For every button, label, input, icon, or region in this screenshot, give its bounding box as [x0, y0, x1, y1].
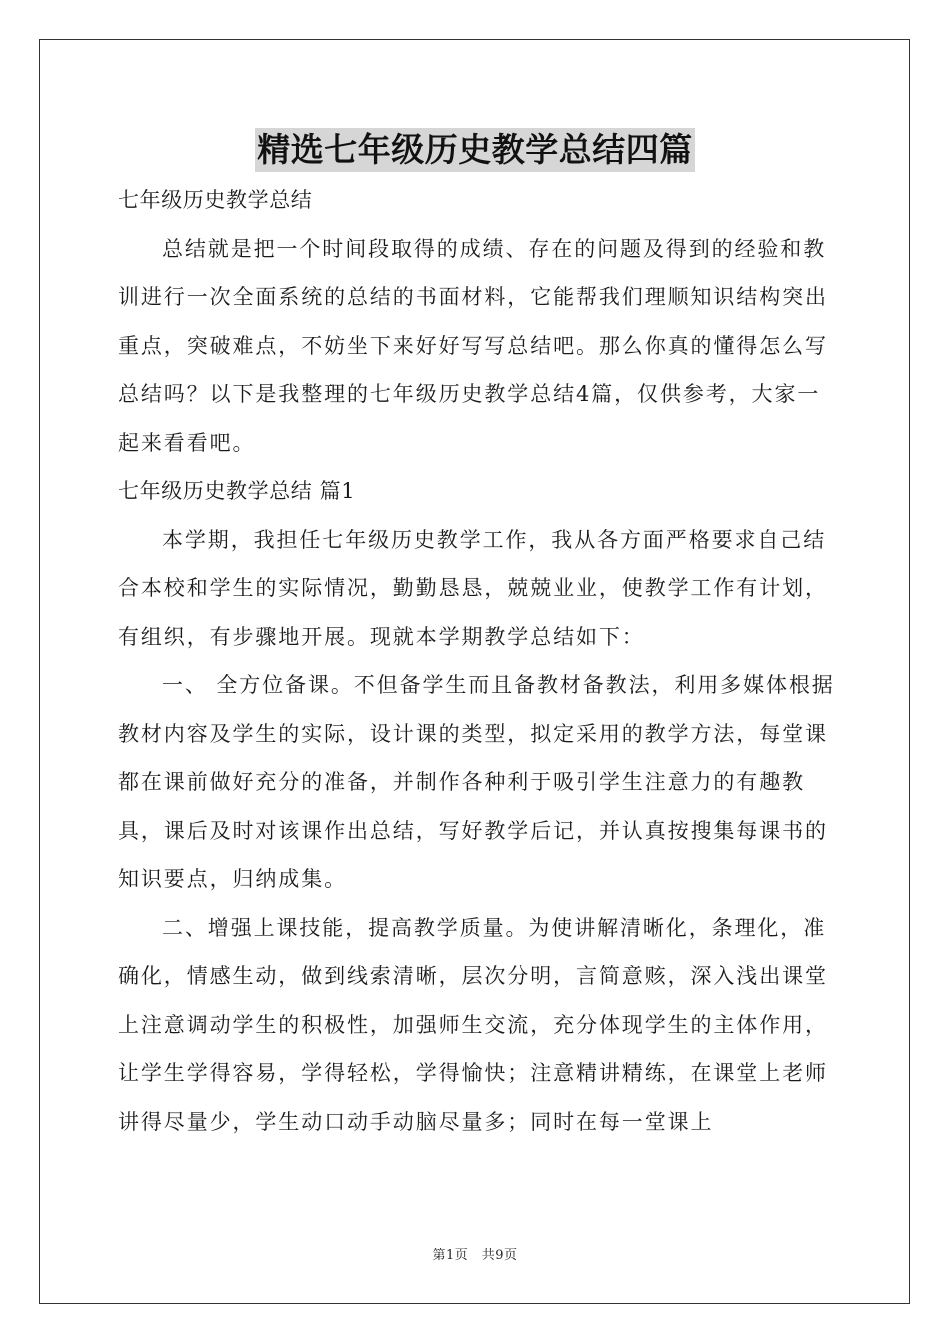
section-heading: 七年级历史教学总结: [118, 188, 313, 212]
document-title: 精选七年级历史教学总结四篇: [255, 128, 695, 172]
page-footer: 第1页 共9页: [432, 1248, 518, 1263]
title-container: [0, 128, 950, 172]
document-body: [118, 176, 838, 1146]
body-paragraph: 二、增强上课技能，提高教学质量。为使讲解清晰化，条理化，准确化，情感生动，做到线索清晰，层次分明，言简意赅，深入浅出课堂上注意调动学生的积极性，加强师生交流，充分体现学生的主体作用，让学生学得容易，学得轻松，学得愉快；注意精讲精练，在课堂上老师讲得尽量少，学生动口动手动脑尽量多；同时在每一堂课上: [118, 915, 828, 1134]
body-paragraph: 总结就是把一个时间段取得的成绩、存在的问题及得到的经验和教训进行一次全面系统的总结的书面材料，它能帮我们理顺知识结构突出重点，突破难点，不妨坐下来好好写写总结吧。那么你真的懂得怎么写总结吗？以下是我整理的七年级历史教学总结4篇，仅供参考，大家一起来看看吧。: [118, 236, 828, 455]
section-heading: 七年级历史教学总结 篇1: [118, 479, 356, 503]
body-paragraph: 本学期，我担任七年级历史教学工作，我从各方面严格要求自己结合本校和学生的实际情况，勤勤恳恳，兢兢业业，使教学工作有计划，有组织，有步骤地开展。现就本学期教学总结如下：: [118, 527, 828, 649]
body-paragraph: 一、 全方位备课。不但备学生而且备教材备教法，利用多媒体根据教材内容及学生的实际，设计课的类型，拟定采用的教学方法，每堂课都在课前做好充分的准备，并制作各种利于吸引学生注意力的有趣教具，课后及时对该课作出总结，写好教学后记，并认真按搜集每课书的知识要点，归纳成集。: [118, 673, 835, 891]
